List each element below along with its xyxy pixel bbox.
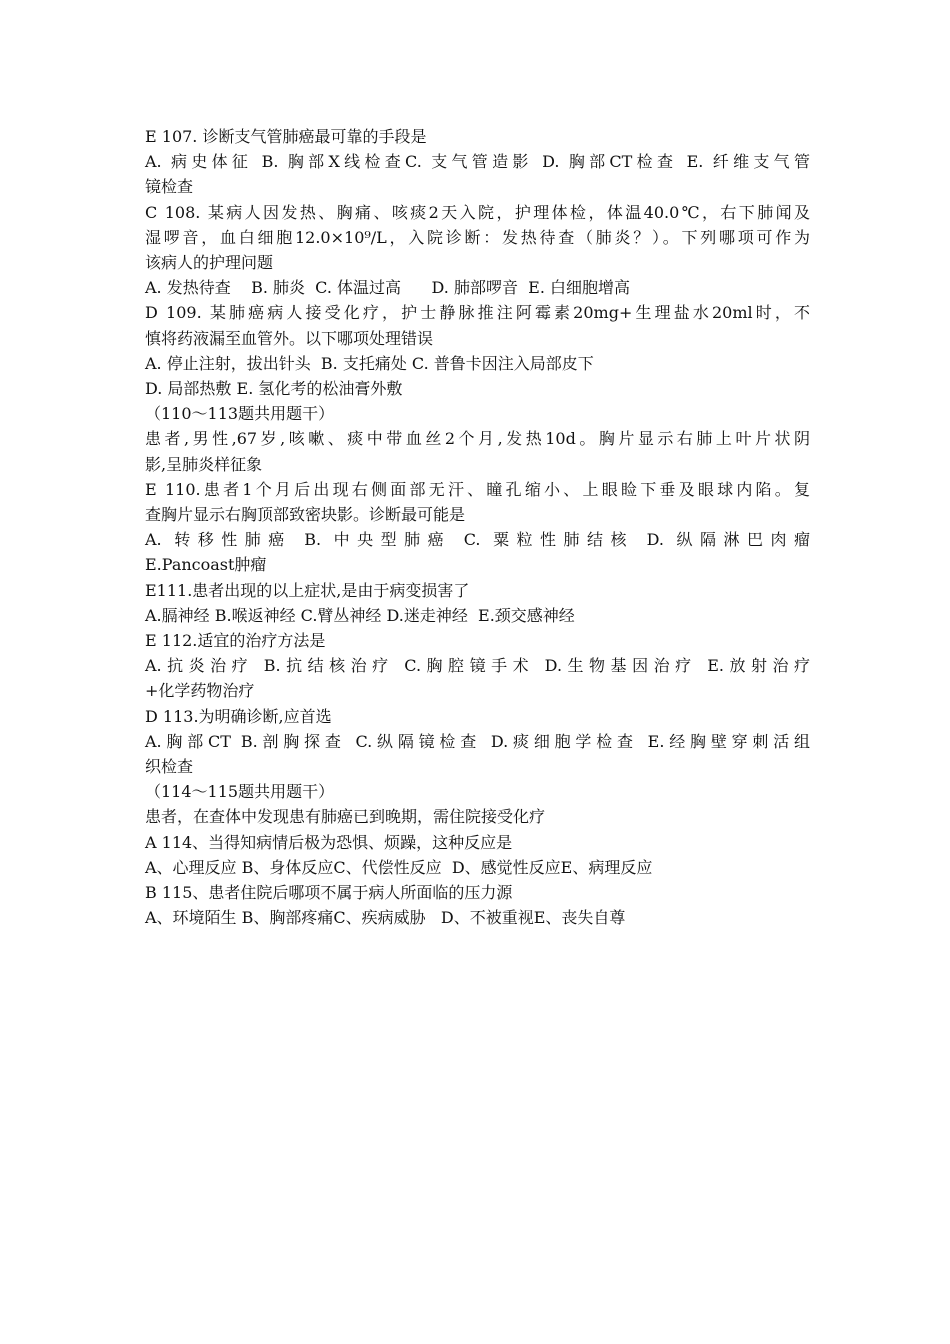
question-108-cont: 湿啰音，血白细胞12.0×10⁹/L，入院诊断：发热待查（肺炎？）。下列哪项可作为 xyxy=(145,227,810,247)
question-109: D 109. 某肺癌病人接受化疗，护士静脉推注阿霉素20mg+生理盐水20ml时，不 xyxy=(145,303,810,323)
question-107: E 107. 诊断支气管肺癌最可靠的手段是 xyxy=(145,127,427,146)
question-111-options: A.膈神经 B.喉返神经 C.臂丛神经 D.迷走神经 E.颈交感神经 xyxy=(145,605,575,625)
question-108: C 108. 某病人因发热、胸痛、咳痰2天入院，护理体检，体温40.0℃，右下肺闻及 xyxy=(145,202,810,222)
question-107-options-cont: 镜检查 xyxy=(145,177,194,197)
document-body xyxy=(145,124,810,931)
question-111: E111.患者出现的以上症状,是由于病变损害了 xyxy=(145,580,470,600)
shared-stem-110-113: 患者,男性,67岁,咳嗽、痰中带血丝2个月,发热10d。胸片显示右肺上叶片状阴 xyxy=(145,429,810,449)
question-109-cont: 慎将药液漏至血管外。以下哪项处理错误 xyxy=(145,328,434,348)
question-110-options-cont: E.Pancoast肿瘤 xyxy=(145,555,267,575)
question-114: A 114、当得知病情后极为恐惧、烦躁，这种反应是 xyxy=(145,832,513,852)
question-115-options: A、环境陌生 B、胸部疼痛C、疾病威胁 D、不被重视E、丧失自尊 xyxy=(145,908,626,928)
shared-stem-110-113-cont: 影,呈肺炎样征象 xyxy=(145,454,263,474)
question-109-options-cont: D. 局部热敷 E. 氢化考的松油膏外敷 xyxy=(145,379,403,399)
shared-stem-114-115: 患者，在查体中发现患有肺癌已到晚期，需住院接受化疗 xyxy=(145,807,546,827)
question-112: E 112.适宜的治疗方法是 xyxy=(145,631,326,651)
question-110: E 110.患者1个月后出现右侧面部无汗、瞳孔缩小、上眼睑下垂及眼球内陷。复 xyxy=(145,479,810,499)
question-114-options: A、心理反应 B、身体反应C、代偿性反应 D、感觉性反应E、病理反应 xyxy=(145,857,653,877)
shared-stem-header-110-113: （110～113题共用题干） xyxy=(145,404,335,424)
question-108-options: A. 发热待查 B. 肺炎 C. 体温过高 D. 肺部啰音 E. 白细胞增高 xyxy=(145,278,630,298)
question-115: B 115、患者住院后哪项不属于病人所面临的压力源 xyxy=(145,883,513,903)
question-108-cont-2: 该病人的护理问题 xyxy=(145,253,274,273)
question-110-options: A. 转移性肺癌 B. 中央型肺癌 C. 粟粒性肺结核 D. 纵隔淋巴肉瘤 xyxy=(145,530,810,550)
shared-stem-header-114-115: （114～115题共用题干） xyxy=(145,782,335,802)
question-113-options-cont: 织检查 xyxy=(145,757,194,777)
question-109-options: A. 停止注射，拔出针头 B. 支托痛处 C. 普鲁卡因注入局部皮下 xyxy=(145,353,594,373)
question-113: D 113.为明确诊断,应首选 xyxy=(145,706,332,726)
question-110-cont: 查胸片显示右胸顶部致密块影。诊断最可能是 xyxy=(145,505,466,525)
question-112-options-cont: +化学药物治疗 xyxy=(145,681,255,701)
question-107-options: A. 病史体征 B. 胸部X线检查C. 支气管造影 D. 胸部CT检查 E. 纤维支气管 xyxy=(145,152,810,172)
question-113-options: A.胸部CT B.剖胸探查 C.纵隔镜检查 D.痰细胞学检查 E.经胸壁穿刺活组 xyxy=(145,731,810,751)
question-112-options: A.抗炎治疗 B.抗结核治疗 C.胸腔镜手术 D.生物基因治疗 E.放射治疗 xyxy=(145,656,810,676)
